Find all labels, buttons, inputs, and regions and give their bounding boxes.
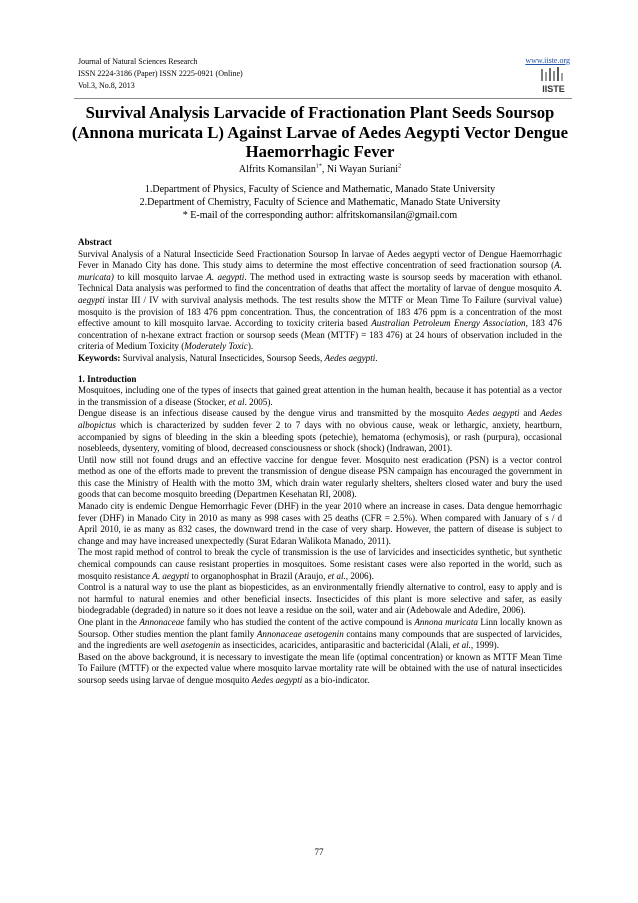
- author-sep: ,: [321, 164, 327, 175]
- iiste-logo: [537, 67, 570, 95]
- keywords: Keywords: Survival analysis, Natural Insecticides, Soursop Seeds, Aedes aegypti.: [78, 352, 378, 363]
- intro-paragraph-4: Manado city is endemic Dengue Hemorrhagic Fever (DHF) in the year 2010 where an increase in cases. Data dengue hemorrhagic fever (DHF) in Manado City in 2010 as many as 998 cases with 25 deaths (CFR = 2.5%). When compared with January of s / d April 2010, ie as many as 832 cases, the downward trend in the case of very sharp. However, the pattern of disease is subject to change and may have increased unexpectedly (Surat Edaran Walikota Manado, 2011).: [78, 501, 562, 546]
- intro-paragraph-7: One plant in the Annonaceae family who has studied the content of the active compound is Annona muricata Linn locally known as Soursop. Other studies mention the plant family Annonaceae asetogenin contains many compounds that are suspected of larvicides, and the ingredients are well asetogenin as insecticides, acaricides, antiparasitic and bactericidal (Alali, et al., 1999).: [78, 617, 563, 651]
- issn-line: ISSN 2224-3186 (Paper) ISSN 2225-0921 (Online): [78, 69, 243, 78]
- intro-paragraph-5: The most rapid method of control to break the cycle of transmission is the use of larvicides and insecticides synthetic, but synthetic chemical compounds can cause resistant properties in mosquitoes. Some resistant cases were also reported in the world, such as mosquito resistance A. aegypti to organophosphat in Brazil (Araujo, et al., 2006).: [78, 547, 562, 581]
- author-2-sup: 2: [398, 163, 402, 170]
- header-divider: [74, 98, 572, 99]
- intro-paragraph-6: Control is a natural way to use the plant as biopesticides, as an environmentally friendly alternative to control, easy to apply and is not harmful to natural enemies and other beneficial insects. Insecticides of this plant is more selective and safer, as easily biodegradable (degraded) in nature so it does not leave a residue on the soil, water and air (Adebowale and Adedire, 2006).: [78, 582, 562, 616]
- journal-url-link[interactable]: www.iiste.org: [525, 56, 570, 65]
- paper-body: [78, 237, 562, 687]
- author-line: [70, 163, 570, 176]
- intro-paragraph-3: Until now still not found drugs and an effective vaccine for dengue fever. Mosquito nest eradication (PSN) is a vector control method as one of the efforts made to prevent the transmission of dengue disease PSN campaign has encouraged the government in this case the Ministry of Health with the motto 3M, which drain water regularly shelters, shelters closed water and bury the used goods that can become mosquito breeding (Departmen Kesehatan RI, 2008).: [78, 454, 562, 500]
- author-2: Ni Wayan Suriani: [326, 164, 399, 175]
- author-1: Alfrits Komansilan: [238, 164, 316, 175]
- abstract-heading: Abstract: [78, 237, 112, 247]
- affiliation-2: 2.Department of Chemistry, Faculty of Science and Mathematic, Manado State University: [139, 197, 501, 208]
- intro-paragraph-8: Based on the above background, it is necessary to investigate the mean life (optimal concentration) or known as MTTF Mean Time To Failure (MTTF) or the expected value where mosquito larvae mortality rate will be obtained with the use of natural insecticides soursop seeds using larvae of dengue mosquito Aedes aegypti as a bio-indicator.: [78, 651, 562, 685]
- corresponding-email: * E-mail of the corresponding author: alfritskomansilan@gmail.com: [182, 210, 458, 221]
- logo-text: IISTE: [542, 84, 565, 94]
- affiliation-1: 1.Department of Physics, Faculty of Science and Mathematic, Manado State University: [144, 184, 496, 195]
- intro-paragraph-2: Dengue disease is an infectious disease caused by the dengue virus and transmitted by the mosquito Aedes aegypti and Aedes albopictus which is characterized by sudden fever 2 to 7 days with no obvious cause, weak or lethargic, anxiety, heartburn, accompanied by signs of bleeding in the skin a bleeding spots (petechie), hematoma (echymosis), or rash (purpura), occasional nosebleeds, dysentery, vomiting of blood, decreased consciousness or shock (shock) (Indrawan, 2001).: [78, 408, 562, 454]
- section-heading-introduction: 1. Introduction: [78, 373, 137, 384]
- author-1-sup: 1*: [315, 163, 322, 170]
- intro-paragraph-1: Mosquitoes, including one of the types of insects that gained great attention in the human health, because it has potential as a vector in the transmission of a disease (Stocker, et al. 2005).: [78, 385, 562, 407]
- journal-name: Journal of Natural Sciences Research: [78, 57, 198, 66]
- abstract-text: Survival Analysis of a Natural Insecticide Seed Fractionation Soursop In larvae of Aedes aegypti vector of Dengue Haemorrhagic Fever in Manado City has done. This study aims to determine the most effective concentration of seed fractionation soursop (A. muricata) to kill mosquito larvae A. aegypti. The method used in extracting waste is soursop seeds by maceration with ethanol. Technical Data analysis was performed to find the concentration of deaths that affect the mortality of larvae of dengue mosquito A. aegypti instar III / IV with survival analysis methods. The test results show the MTTF or Mean Time To Failure (survival value) mosquito is the provision of 183 476 ppm concentration. Thus, the concentration of 183 476 ppm is a concentration of the most effective amount to kill mosquito larvae. According to toxicity criteria based Australian Petroleum Energy Association, 183 476 concentration of n-hexane extract fraction or soursop seeds (Mean (MTTF) = 183 476) at 24 hours of observation included in the criteria of Medium Toxicity (Moderately Toxic).: [78, 248, 562, 352]
- page-number: 77: [314, 847, 324, 857]
- paper-title: Survival Analysis Larvacide of Fractionation Plant Seeds Soursop (Annona muricata L) Against Larvae of Aedes Aegypti Vector Dengue Haemorrhagic Fever: [71, 103, 569, 161]
- volume-line: Vol.3, No.8, 2013: [78, 81, 135, 90]
